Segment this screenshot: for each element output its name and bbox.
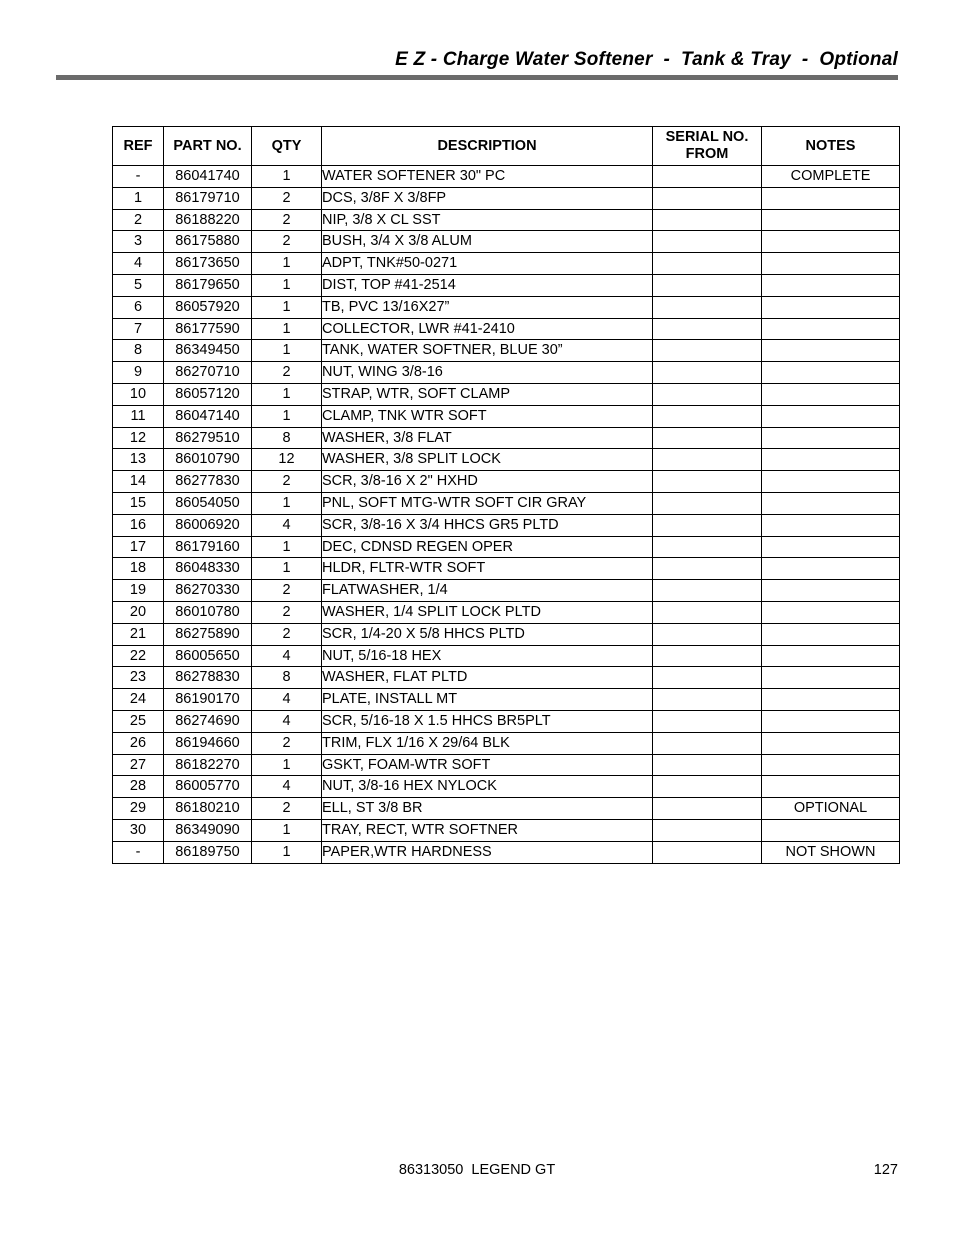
cell-serial-no <box>653 776 762 798</box>
table-row <box>113 449 900 471</box>
cell-serial-no <box>653 689 762 711</box>
cell-ref: 2 <box>113 209 164 231</box>
cell-serial-no <box>653 536 762 558</box>
cell-notes <box>762 383 900 405</box>
cell-part-no: 86189750 <box>164 841 252 863</box>
cell-notes <box>762 187 900 209</box>
cell-part-no: 86005770 <box>164 776 252 798</box>
cell-serial-no <box>653 231 762 253</box>
cell-part-no: 86175880 <box>164 231 252 253</box>
cell-qty: 1 <box>252 841 322 863</box>
cell-qty: 1 <box>252 819 322 841</box>
cell-qty: 4 <box>252 514 322 536</box>
cell-part-no: 86275890 <box>164 623 252 645</box>
cell-notes <box>762 253 900 275</box>
table-row <box>113 187 900 209</box>
cell-ref: - <box>113 841 164 863</box>
table-row <box>113 166 900 188</box>
cell-ref: 28 <box>113 776 164 798</box>
cell-description: STRAP, WTR, SOFT CLAMP <box>322 383 653 405</box>
cell-description: SCR, 3/8-16 X 3/4 HHCS GR5 PLTD <box>322 514 653 536</box>
col-header-serial-line2: FROM <box>685 146 729 162</box>
cell-serial-no <box>653 209 762 231</box>
cell-qty: 2 <box>252 471 322 493</box>
cell-notes <box>762 340 900 362</box>
cell-description: PLATE, INSTALL MT <box>322 689 653 711</box>
cell-description: WASHER, 3/8 SPLIT LOCK <box>322 449 653 471</box>
cell-serial-no <box>653 492 762 514</box>
table-row <box>113 623 900 645</box>
table-row <box>113 274 900 296</box>
cell-part-no: 86274690 <box>164 710 252 732</box>
cell-description: NUT, WING 3/8-16 <box>322 362 653 384</box>
cell-part-no: 86194660 <box>164 732 252 754</box>
table-row <box>113 471 900 493</box>
cell-notes <box>762 318 900 340</box>
cell-serial-no <box>653 383 762 405</box>
cell-serial-no <box>653 296 762 318</box>
table-row <box>113 732 900 754</box>
cell-description: COLLECTOR, LWR #41-2410 <box>322 318 653 340</box>
cell-ref: 20 <box>113 601 164 623</box>
cell-part-no: 86054050 <box>164 492 252 514</box>
cell-qty: 2 <box>252 209 322 231</box>
table-row <box>113 492 900 514</box>
cell-part-no: 86047140 <box>164 405 252 427</box>
cell-ref: 12 <box>113 427 164 449</box>
cell-part-no: 86349450 <box>164 340 252 362</box>
table-row <box>113 689 900 711</box>
cell-notes <box>762 231 900 253</box>
cell-qty: 8 <box>252 667 322 689</box>
cell-ref: 26 <box>113 732 164 754</box>
table-row <box>113 798 900 820</box>
cell-serial-no <box>653 841 762 863</box>
cell-ref: 23 <box>113 667 164 689</box>
table-row <box>113 754 900 776</box>
cell-serial-no <box>653 558 762 580</box>
cell-qty: 8 <box>252 427 322 449</box>
cell-serial-no <box>653 732 762 754</box>
footer-page-number: 127 <box>873 1162 898 1178</box>
cell-part-no: 86177590 <box>164 318 252 340</box>
cell-notes <box>762 601 900 623</box>
cell-description: NUT, 5/16-18 HEX <box>322 645 653 667</box>
cell-part-no: 86270330 <box>164 580 252 602</box>
cell-qty: 2 <box>252 580 322 602</box>
table-row <box>113 318 900 340</box>
cell-notes <box>762 558 900 580</box>
cell-qty: 2 <box>252 231 322 253</box>
table-row <box>113 340 900 362</box>
table-row <box>113 383 900 405</box>
cell-serial-no <box>653 798 762 820</box>
cell-notes <box>762 362 900 384</box>
cell-description: CLAMP, TNK WTR SOFT <box>322 405 653 427</box>
cell-ref: 30 <box>113 819 164 841</box>
table-row <box>113 558 900 580</box>
cell-notes <box>762 274 900 296</box>
cell-description: TRAY, RECT, WTR SOFTNER <box>322 819 653 841</box>
cell-description: BUSH, 3/4 X 3/8 ALUM <box>322 231 653 253</box>
table-row <box>113 819 900 841</box>
footer-doc-id: 86313050 LEGEND GT <box>398 1162 556 1178</box>
cell-ref: - <box>113 166 164 188</box>
col-header-serial-line1: SERIAL NO. <box>665 129 749 145</box>
cell-ref: 9 <box>113 362 164 384</box>
cell-ref: 14 <box>113 471 164 493</box>
cell-description: PAPER,WTR HARDNESS <box>322 841 653 863</box>
table-row <box>113 841 900 863</box>
cell-description: PNL, SOFT MTG-WTR SOFT CIR GRAY <box>322 492 653 514</box>
cell-ref: 22 <box>113 645 164 667</box>
cell-part-no: 86270710 <box>164 362 252 384</box>
table-row <box>113 667 900 689</box>
cell-ref: 15 <box>113 492 164 514</box>
cell-part-no: 86188220 <box>164 209 252 231</box>
cell-part-no: 86010790 <box>164 449 252 471</box>
cell-part-no: 86278830 <box>164 667 252 689</box>
cell-notes: COMPLETE <box>762 166 900 188</box>
cell-part-no: 86277830 <box>164 471 252 493</box>
cell-ref: 11 <box>113 405 164 427</box>
cell-serial-no <box>653 667 762 689</box>
table-row <box>113 601 900 623</box>
cell-serial-no <box>653 274 762 296</box>
cell-serial-no <box>653 362 762 384</box>
cell-description: DIST, TOP #41-2514 <box>322 274 653 296</box>
table-row <box>113 580 900 602</box>
table-row <box>113 645 900 667</box>
cell-description: ADPT, TNK#50-0271 <box>322 253 653 275</box>
table-row <box>113 405 900 427</box>
cell-qty: 2 <box>252 732 322 754</box>
col-header-notes: NOTES <box>762 127 900 166</box>
col-header-qty: QTY <box>252 127 322 166</box>
cell-ref: 24 <box>113 689 164 711</box>
cell-serial-no <box>653 580 762 602</box>
cell-serial-no <box>653 754 762 776</box>
cell-qty: 12 <box>252 449 322 471</box>
col-header-serial-no <box>653 127 762 166</box>
cell-description: DEC, CDNSD REGEN OPER <box>322 536 653 558</box>
cell-notes <box>762 667 900 689</box>
parts-table <box>112 126 900 864</box>
cell-part-no: 86179650 <box>164 274 252 296</box>
cell-serial-no <box>653 253 762 275</box>
cell-part-no: 86057920 <box>164 296 252 318</box>
cell-qty: 1 <box>252 340 322 362</box>
cell-description: WATER SOFTENER 30" PC <box>322 166 653 188</box>
cell-description: FLATWASHER, 1/4 <box>322 580 653 602</box>
cell-qty: 1 <box>252 558 322 580</box>
cell-qty: 4 <box>252 645 322 667</box>
cell-notes <box>762 776 900 798</box>
cell-description: NIP, 3/8 X CL SST <box>322 209 653 231</box>
cell-description: TANK, WATER SOFTNER, BLUE 30” <box>322 340 653 362</box>
cell-part-no: 86057120 <box>164 383 252 405</box>
cell-notes <box>762 471 900 493</box>
table-header-row <box>113 127 900 166</box>
cell-part-no: 86182270 <box>164 754 252 776</box>
cell-description: HLDR, FLTR-WTR SOFT <box>322 558 653 580</box>
cell-ref: 4 <box>113 253 164 275</box>
cell-serial-no <box>653 187 762 209</box>
cell-qty: 1 <box>252 166 322 188</box>
cell-ref: 19 <box>113 580 164 602</box>
col-header-part-no: PART NO. <box>164 127 252 166</box>
cell-qty: 1 <box>252 754 322 776</box>
cell-qty: 2 <box>252 798 322 820</box>
cell-notes <box>762 623 900 645</box>
cell-part-no: 86190170 <box>164 689 252 711</box>
table-row <box>113 209 900 231</box>
cell-notes <box>762 732 900 754</box>
cell-part-no: 86180210 <box>164 798 252 820</box>
parts-table-body <box>113 166 900 864</box>
cell-ref: 25 <box>113 710 164 732</box>
cell-part-no: 86005650 <box>164 645 252 667</box>
cell-notes <box>762 536 900 558</box>
cell-serial-no <box>653 710 762 732</box>
cell-serial-no <box>653 645 762 667</box>
table-row <box>113 536 900 558</box>
cell-notes <box>762 645 900 667</box>
cell-ref: 18 <box>113 558 164 580</box>
table-row <box>113 296 900 318</box>
cell-notes <box>762 819 900 841</box>
cell-ref: 6 <box>113 296 164 318</box>
cell-description: WASHER, FLAT PLTD <box>322 667 653 689</box>
page-title: E Z - Charge Water Softener - Tank & Tray - Optional <box>395 49 898 70</box>
cell-description: WASHER, 3/8 FLAT <box>322 427 653 449</box>
cell-description: GSKT, FOAM-WTR SOFT <box>322 754 653 776</box>
cell-notes <box>762 514 900 536</box>
cell-serial-no <box>653 405 762 427</box>
cell-ref: 16 <box>113 514 164 536</box>
cell-description: NUT, 3/8-16 HEX NYLOCK <box>322 776 653 798</box>
cell-serial-no <box>653 819 762 841</box>
cell-part-no: 86006920 <box>164 514 252 536</box>
cell-serial-no <box>653 471 762 493</box>
table-row <box>113 362 900 384</box>
cell-description: DCS, 3/8F X 3/8FP <box>322 187 653 209</box>
cell-serial-no <box>653 318 762 340</box>
cell-qty: 2 <box>252 187 322 209</box>
cell-qty: 1 <box>252 296 322 318</box>
table-row <box>113 514 900 536</box>
cell-description: TRIM, FLX 1/16 X 29/64 BLK <box>322 732 653 754</box>
table-row <box>113 231 900 253</box>
table-row <box>113 710 900 732</box>
table-row <box>113 776 900 798</box>
cell-qty: 2 <box>252 623 322 645</box>
col-header-ref: REF <box>113 127 164 166</box>
cell-notes <box>762 449 900 471</box>
cell-description: ELL, ST 3/8 BR <box>322 798 653 820</box>
cell-ref: 3 <box>113 231 164 253</box>
cell-notes <box>762 492 900 514</box>
cell-ref: 10 <box>113 383 164 405</box>
cell-ref: 17 <box>113 536 164 558</box>
cell-description: TB, PVC 13/16X27” <box>322 296 653 318</box>
cell-ref: 27 <box>113 754 164 776</box>
cell-qty: 1 <box>252 383 322 405</box>
cell-serial-no <box>653 514 762 536</box>
cell-notes <box>762 689 900 711</box>
cell-qty: 1 <box>252 253 322 275</box>
cell-qty: 4 <box>252 776 322 798</box>
cell-ref: 21 <box>113 623 164 645</box>
cell-description: SCR, 1/4-20 X 5/8 HHCS PLTD <box>322 623 653 645</box>
cell-ref: 8 <box>113 340 164 362</box>
cell-part-no: 86279510 <box>164 427 252 449</box>
table-row <box>113 253 900 275</box>
title-rule <box>56 75 898 80</box>
cell-part-no: 86041740 <box>164 166 252 188</box>
cell-serial-no <box>653 601 762 623</box>
cell-qty: 1 <box>252 536 322 558</box>
cell-qty: 1 <box>252 274 322 296</box>
cell-notes <box>762 405 900 427</box>
table-row <box>113 427 900 449</box>
cell-description: SCR, 3/8-16 X 2" HXHD <box>322 471 653 493</box>
cell-serial-no <box>653 427 762 449</box>
cell-qty: 2 <box>252 362 322 384</box>
cell-ref: 29 <box>113 798 164 820</box>
cell-notes <box>762 580 900 602</box>
cell-notes: NOT SHOWN <box>762 841 900 863</box>
cell-part-no: 86048330 <box>164 558 252 580</box>
cell-ref: 1 <box>113 187 164 209</box>
cell-qty: 1 <box>252 492 322 514</box>
cell-notes <box>762 427 900 449</box>
cell-notes <box>762 209 900 231</box>
cell-part-no: 86010780 <box>164 601 252 623</box>
cell-notes <box>762 296 900 318</box>
cell-part-no: 86179710 <box>164 187 252 209</box>
cell-qty: 1 <box>252 318 322 340</box>
cell-description: WASHER, 1/4 SPLIT LOCK PLTD <box>322 601 653 623</box>
cell-qty: 4 <box>252 710 322 732</box>
cell-serial-no <box>653 166 762 188</box>
cell-serial-no <box>653 623 762 645</box>
cell-ref: 5 <box>113 274 164 296</box>
cell-serial-no <box>653 340 762 362</box>
cell-qty: 2 <box>252 601 322 623</box>
cell-serial-no <box>653 449 762 471</box>
cell-part-no: 86173650 <box>164 253 252 275</box>
cell-ref: 13 <box>113 449 164 471</box>
cell-notes <box>762 754 900 776</box>
cell-notes: OPTIONAL <box>762 798 900 820</box>
cell-part-no: 86349090 <box>164 819 252 841</box>
cell-ref: 7 <box>113 318 164 340</box>
cell-description: SCR, 5/16-18 X 1.5 HHCS BR5PLT <box>322 710 653 732</box>
cell-part-no: 86179160 <box>164 536 252 558</box>
cell-notes <box>762 710 900 732</box>
cell-qty: 1 <box>252 405 322 427</box>
col-header-description: DESCRIPTION <box>322 127 653 166</box>
cell-qty: 4 <box>252 689 322 711</box>
